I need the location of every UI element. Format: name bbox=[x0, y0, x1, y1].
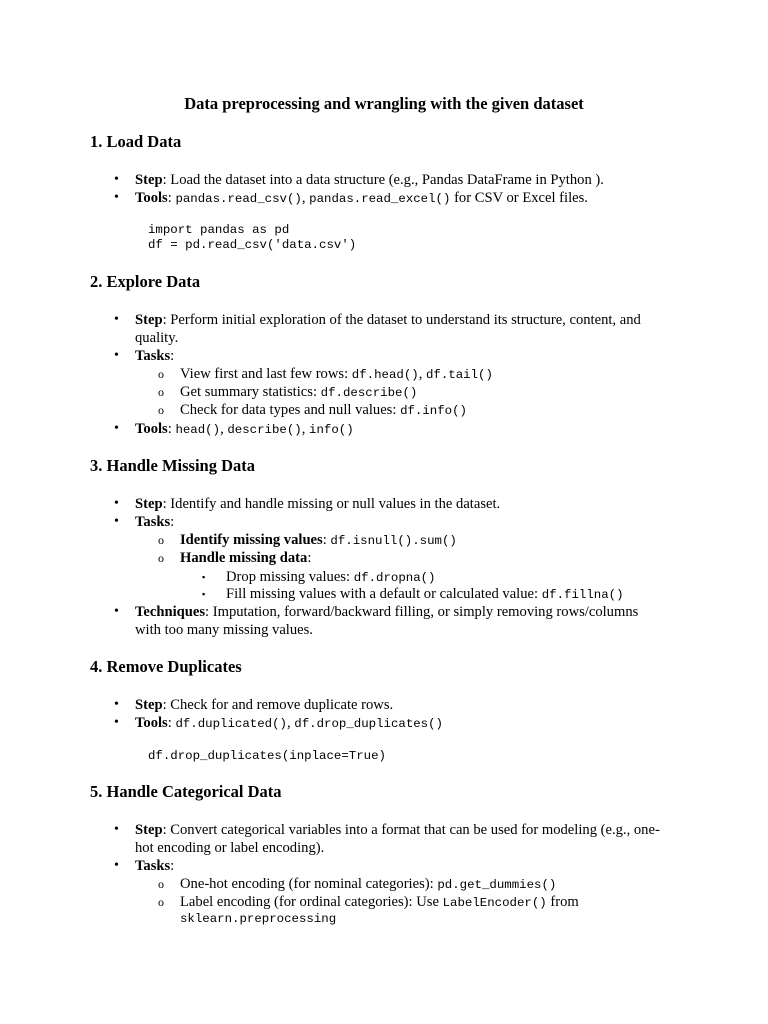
label-tools: Tools bbox=[135, 715, 168, 731]
label-handle-missing: Handle missing data bbox=[180, 550, 308, 566]
label-tools: Tools bbox=[135, 421, 168, 437]
separator: : bbox=[167, 715, 176, 731]
bullet: • bbox=[114, 822, 119, 837]
label-tasks: Tasks bbox=[135, 514, 171, 530]
square-bullet: ▪ bbox=[202, 589, 206, 599]
label-step: Step bbox=[135, 312, 163, 328]
sub-sub-list-item bbox=[226, 585, 624, 604]
code-drop-duplicates: df.drop_duplicates() bbox=[294, 717, 443, 731]
code-line: import pandas as pd bbox=[148, 223, 290, 237]
separator: , bbox=[418, 366, 426, 382]
code-tail: df.tail() bbox=[426, 368, 493, 382]
step-text: : Load the dataset into a data structure (e.g., Pandas DataFrame in Python ). bbox=[162, 172, 604, 188]
list-item-step bbox=[135, 821, 660, 857]
techniques-text: : Imputation, forward/backward filling, or simply removing rows/columns bbox=[205, 604, 639, 620]
task-text: One-hot encoding (for nominal categories): bbox=[180, 876, 438, 892]
list-item-step bbox=[135, 696, 393, 714]
code-dropna: df.dropna() bbox=[353, 571, 436, 585]
task-text: Check for data types and null values: bbox=[180, 402, 401, 418]
sub-list-item bbox=[180, 875, 556, 894]
bullet: • bbox=[114, 312, 119, 327]
task-text: Label encoding (for ordinal categories): Use bbox=[180, 894, 443, 910]
code-info: df.info() bbox=[400, 404, 467, 418]
section-heading-missing-data: 3. Handle Missing Data bbox=[90, 456, 256, 475]
code-get-dummies: pd.get_dummies() bbox=[437, 878, 557, 892]
step-text: : Identify and handle missing or null values in the dataset. bbox=[162, 496, 501, 512]
label-tasks: Tasks bbox=[135, 348, 171, 364]
code-line: df = pd.read_csv('data.csv') bbox=[148, 238, 357, 252]
section-heading-explore-data: 2. Explore Data bbox=[90, 272, 201, 291]
label-step: Step bbox=[135, 496, 163, 512]
bullet: • bbox=[114, 172, 119, 187]
bullet: • bbox=[114, 496, 119, 511]
techniques-text-continued: with too many missing values. bbox=[135, 622, 313, 638]
sub-list-item bbox=[180, 549, 311, 567]
step-text-continued: quality. bbox=[135, 330, 179, 346]
separator: : bbox=[167, 421, 176, 437]
step-text-continued: hot encoding or label encoding). bbox=[135, 840, 325, 856]
sub-bullet: o bbox=[158, 877, 164, 891]
sub-list-item bbox=[180, 383, 417, 402]
sub-list-item bbox=[180, 401, 467, 420]
list-item-tools bbox=[135, 189, 588, 208]
task-text: Get summary statistics: bbox=[180, 384, 321, 400]
section-heading-load-data: 1. Load Data bbox=[90, 132, 182, 151]
list-item-step bbox=[135, 495, 500, 513]
code-info: info() bbox=[309, 423, 354, 437]
task-text-tail: from bbox=[546, 894, 579, 910]
bullet: • bbox=[114, 697, 119, 712]
sub-bullet: o bbox=[158, 367, 164, 381]
separator: , bbox=[220, 421, 228, 437]
sub-bullet: o bbox=[158, 551, 164, 565]
sub-bullet: o bbox=[158, 385, 164, 399]
code-head: df.head() bbox=[351, 368, 419, 382]
separator: , bbox=[301, 190, 310, 206]
separator: , bbox=[301, 421, 310, 437]
step-text: : Check for and remove duplicate rows. bbox=[162, 697, 394, 713]
sub-list-item bbox=[180, 893, 579, 927]
separator: : bbox=[167, 190, 176, 206]
code-fillna: df.fillna() bbox=[541, 588, 624, 602]
sub-list-item bbox=[180, 365, 493, 384]
label-step: Step bbox=[135, 697, 163, 713]
separator: : bbox=[322, 532, 331, 548]
colon: : bbox=[170, 858, 175, 874]
list-item-tasks bbox=[135, 857, 174, 875]
code-head: head() bbox=[175, 423, 221, 437]
code-read-excel: pandas.read_excel() bbox=[309, 192, 451, 206]
square-bullet: ▪ bbox=[202, 572, 206, 582]
colon: : bbox=[170, 514, 175, 530]
label-step: Step bbox=[135, 172, 163, 188]
sub-bullet: o bbox=[158, 895, 164, 909]
bullet: • bbox=[114, 604, 119, 619]
list-item-tasks bbox=[135, 347, 174, 365]
code-duplicated: df.duplicated() bbox=[175, 717, 287, 731]
task-text: View first and last few rows: bbox=[180, 366, 352, 382]
bullet: • bbox=[114, 190, 119, 205]
colon: : bbox=[307, 550, 312, 566]
section-heading-categorical-data: 5. Handle Categorical Data bbox=[90, 782, 282, 801]
code-sklearn-preprocessing: sklearn.preprocessing bbox=[180, 912, 337, 926]
bullet: • bbox=[114, 348, 119, 363]
label-tasks: Tasks bbox=[135, 858, 171, 874]
separator: , bbox=[286, 715, 295, 731]
code-describe: df.describe() bbox=[320, 386, 418, 400]
step-text: : Convert categorical variables into a format that can be used for modeling (e.g., one- bbox=[162, 822, 660, 838]
bullet: • bbox=[114, 514, 119, 529]
bullet: • bbox=[114, 858, 119, 873]
code-describe: describe() bbox=[227, 423, 302, 437]
sub-list-item bbox=[180, 531, 457, 550]
colon: : bbox=[170, 348, 175, 364]
list-item-tasks bbox=[135, 513, 174, 531]
section-heading-remove-duplicates: 4. Remove Duplicates bbox=[90, 657, 242, 676]
sub-bullet: o bbox=[158, 533, 164, 547]
list-item-tools bbox=[135, 420, 354, 439]
tools-tail-text: for CSV or Excel files. bbox=[450, 190, 588, 206]
sub-bullet: o bbox=[158, 403, 164, 417]
task-text: Drop missing values: bbox=[226, 569, 354, 585]
code-block-drop-duplicates bbox=[148, 747, 386, 765]
label-identify-missing: Identify missing values bbox=[180, 532, 323, 548]
page-title: Data preprocessing and wrangling with the given dataset bbox=[184, 94, 584, 113]
label-step: Step bbox=[135, 822, 163, 838]
bullet: • bbox=[114, 421, 119, 436]
list-item-techniques bbox=[135, 603, 638, 639]
list-item-step bbox=[135, 311, 641, 347]
code-read-csv: pandas.read_csv() bbox=[175, 192, 302, 206]
label-tools: Tools bbox=[135, 190, 168, 206]
list-item-tools bbox=[135, 714, 443, 733]
step-text: : Perform initial exploration of the dataset to understand its structure, content, and bbox=[162, 312, 641, 328]
list-item-step bbox=[135, 171, 604, 189]
task-text: Fill missing values with a default or calculated value: bbox=[226, 586, 542, 602]
bullet: • bbox=[114, 715, 119, 730]
label-techniques: Techniques bbox=[135, 604, 206, 620]
code-isnull-sum: df.isnull().sum() bbox=[330, 534, 457, 548]
code-line: df.drop_duplicates(inplace=True) bbox=[148, 749, 386, 763]
code-label-encoder: LabelEncoder() bbox=[442, 896, 547, 910]
code-block-load bbox=[148, 223, 356, 253]
